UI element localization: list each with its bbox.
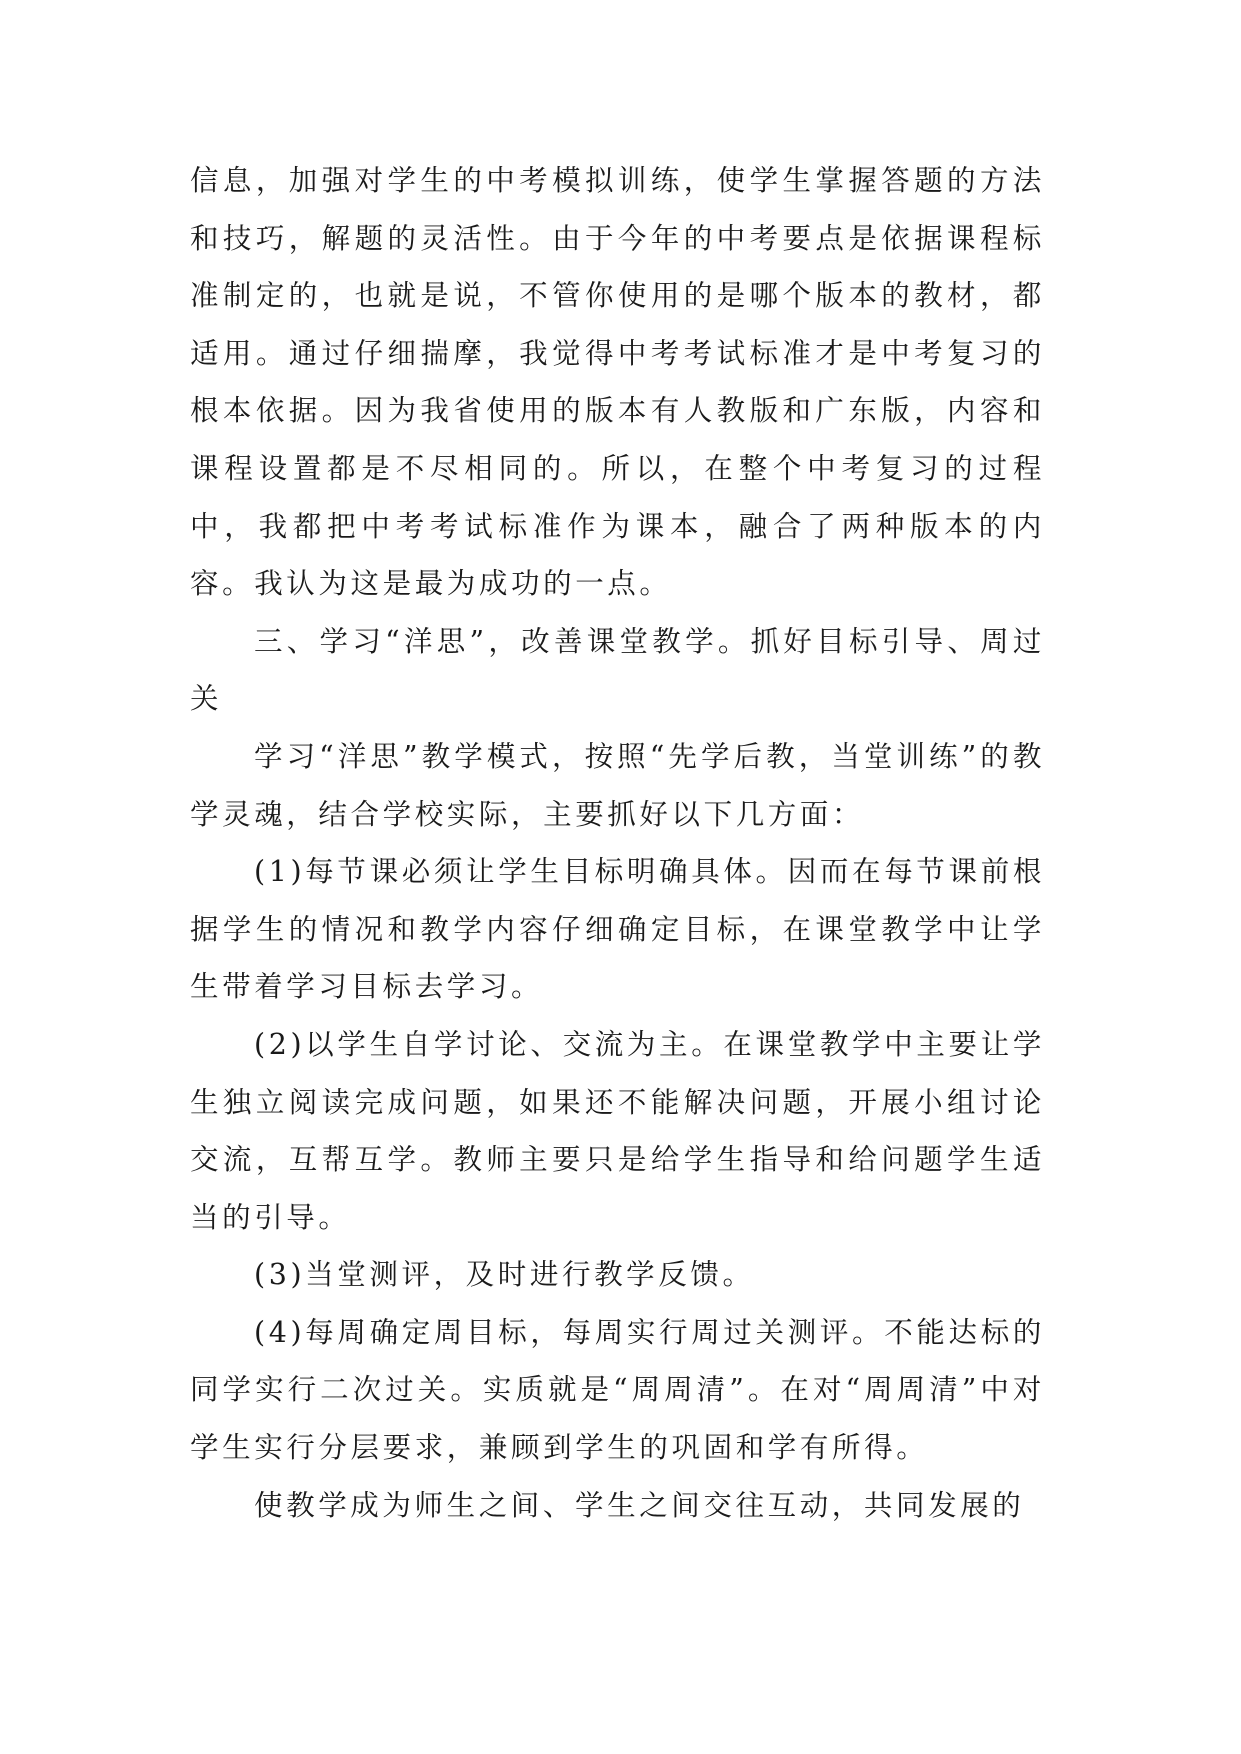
list-item: (4)每周确定周目标，每周实行周过关测评。不能达标的同学实行二次过关。实质就是“周周清”。在对“周周清”中对学生实行分层要求，兼顾到学生的巩固和学有所得。 (190, 1315, 1045, 1465)
section-heading: 三、学习“洋思”，改善课堂教学。抓好目标引导、周过关 (190, 624, 1045, 716)
paragraph: 信息，加强对学生的中考模拟训练，使学生掌握答题的方法和技巧，解题的灵活性。由于今年的中考要点是依据课程标准制定的，也就是说，不管你使用的是哪个版本的教材，都适用。通过仔细揣摩，我觉得中考考试标准才是中考复习的根本依据。因为我省使用的版本有人教版和广东版，内容和课程设置都是不尽相同的。所以，在整个中考复习的过程中，我都把中考考试标准作为课本，融合了两种版本的内容。我认为这是最为成功的一点。 (190, 164, 1045, 601)
paragraph: 使教学成为师生之间、学生之间交往互动，共同发展的 (254, 1488, 1025, 1522)
list-item: (2)以学生自学讨论、交流为主。在课堂教学中主要让学生独立阅读完成问题，如果还不能解决问题，开展小组讨论交流，互帮互学。教师主要只是给学生指导和给问题学生适当的引导。 (190, 1027, 1045, 1234)
list-item: (1)每节课必须让学生目标明确具体。因而在每节课前根据学生的情况和教学内容仔细确定目标，在课堂教学中让学生带着学习目标去学习。 (190, 855, 1045, 1004)
paragraph: 学习“洋思”教学模式，按照“先学后教，当堂训练”的教学灵魂，结合学校实际，主要抓好以下几方面： (190, 739, 1045, 831)
list-item: (3)当堂测评，及时进行教学反馈。 (254, 1258, 755, 1292)
body-text (190, 152, 1045, 1534)
